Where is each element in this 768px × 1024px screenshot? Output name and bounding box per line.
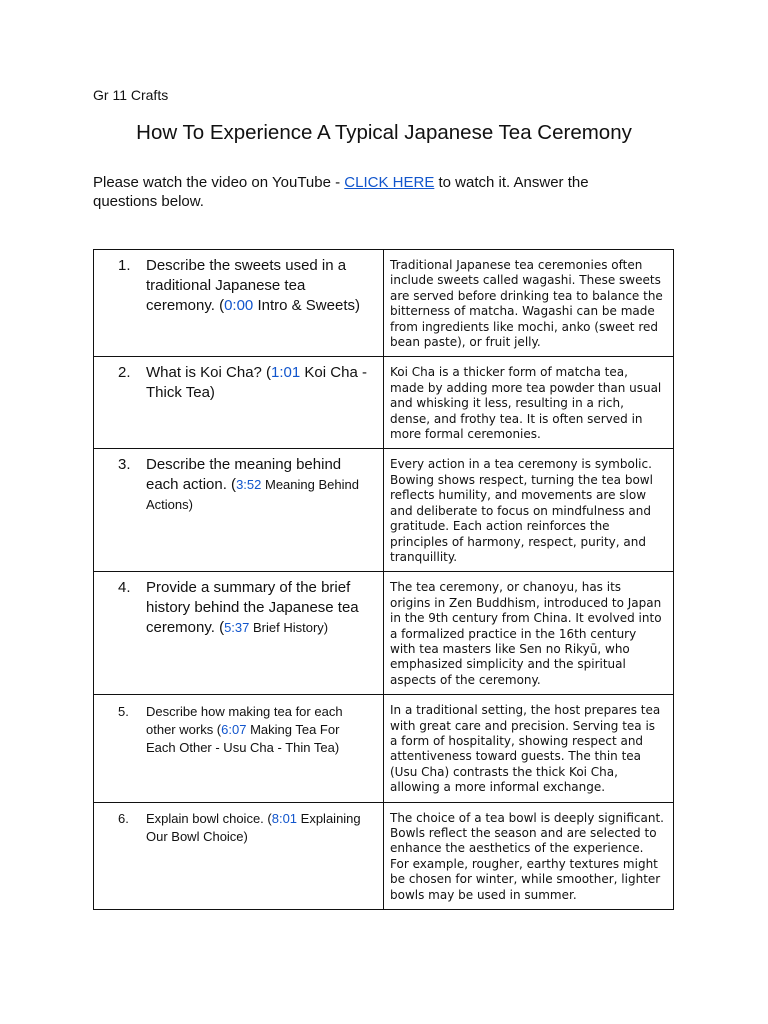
- table-row: [94, 695, 674, 802]
- question-number: 4.: [118, 579, 131, 597]
- answer-cell[interactable]: [384, 250, 674, 357]
- video-timestamp[interactable]: 5:37: [224, 620, 250, 636]
- video-timestamp[interactable]: 1:01: [271, 364, 301, 382]
- table-row: [94, 802, 674, 909]
- video-timestamp[interactable]: 3:52: [236, 477, 262, 493]
- intro-text-after: to watch it. Answer the questions below.: [93, 174, 589, 210]
- answer-cell[interactable]: [384, 449, 674, 572]
- question-number: 5.: [118, 704, 129, 720]
- question-text: Provide a summary of the brief history behind the Japanese tea ceremony. (5:37 Brief History): [146, 579, 359, 637]
- answer-cell[interactable]: [384, 695, 674, 802]
- question-cell: [94, 357, 384, 449]
- question-cell: [94, 572, 384, 695]
- question-cell: [94, 250, 384, 357]
- answer-cell[interactable]: [384, 357, 674, 449]
- video-timestamp[interactable]: 0:00: [224, 297, 254, 314]
- question-number: 1.: [118, 257, 131, 274]
- video-timestamp[interactable]: 6:07: [221, 722, 247, 738]
- question-text: Describe how making tea for each other works (6:07 Making Tea For Each Other - Usu Cha - Thin Tea): [146, 704, 343, 756]
- table-row: [94, 572, 674, 695]
- question-text: What is Koi Cha? (1:01 Koi Cha - Thick Tea): [146, 364, 367, 402]
- answer-cell[interactable]: [384, 572, 674, 695]
- answer-text: The choice of a tea bowl is deeply significant. Bowls reflect the season and are selected to enhance the aesthetics of the experience. For example, rougher, earthy textures might be chosen for winter, while smoother, lighter bowls may be used in summer.: [390, 810, 664, 902]
- intro-paragraph: [93, 173, 653, 211]
- answer-text: Every action in a tea ceremony is symbolic. Bowing shows respect, turning the tea bowl reflects humility, and movements are slow and deliberate to focus on mindfulness and gratitude. Each action reinforces the principles of harmony, respect, purity, and tranquillity.: [390, 457, 653, 564]
- video-timestamp[interactable]: 8:01: [271, 810, 298, 826]
- answer-text: In a traditional setting, the host prepares tea with great care and precision. Serving tea is a form of hospitality, showing respect and attentiveness toward guests. The thin tea (Usu Cha) contrasts the thick Koi Cha, allowing a more informal exchange.: [390, 703, 661, 795]
- table-row: [94, 449, 674, 572]
- question-cell: [94, 802, 384, 909]
- page-title: How To Experience A Typical Japanese Tea Ceremony: [136, 121, 632, 144]
- question-cell: [94, 449, 384, 572]
- answer-cell[interactable]: [384, 802, 674, 909]
- table-row: [94, 250, 674, 357]
- question-cell: [94, 695, 384, 802]
- intro-text-before: Please watch the video on YouTube -: [93, 174, 345, 191]
- question-text: Describe the meaning behind each action. (3:52 Meaning Behind Actions): [146, 456, 359, 513]
- course-label: Gr 11 Crafts: [93, 87, 169, 103]
- question-text: Explain bowl choice. (8:01 Explaining Our Bowl Choice): [146, 810, 361, 844]
- video-link[interactable]: CLICK HERE: [344, 174, 435, 191]
- answer-text: Traditional Japanese tea ceremonies often include sweets called wagashi. These sweets are served before drinking tea to balance the bitterness of matcha. Wagashi can be made from ingredients like mochi, anko (sweet red bean paste), or fruit jelly.: [390, 258, 663, 350]
- question-number: 2.: [118, 364, 131, 382]
- answer-text: Koi Cha is a thicker form of matcha tea, made by adding more tea powder than usual and whisking it less, resulting in a rich, dense, and frothy tea. It is often served in more formal ceremonies.: [390, 365, 662, 442]
- question-text: Describe the sweets used in a traditional Japanese tea ceremony. (0:00 Intro & Sweets): [146, 257, 360, 314]
- questions-table: [93, 249, 674, 910]
- question-number: 6.: [118, 810, 129, 826]
- answer-text: The tea ceremony, or chanoyu, has its origins in Zen Buddhism, introduced to Japan in the 9th century from China. It evolved into a formalized practice in the 16th century with tea masters like Sen no Rikyū, who emphasized simplicity and the spiritual aspects of the ceremony.: [390, 580, 662, 687]
- question-number: 3.: [118, 456, 131, 474]
- table-row: [94, 357, 674, 449]
